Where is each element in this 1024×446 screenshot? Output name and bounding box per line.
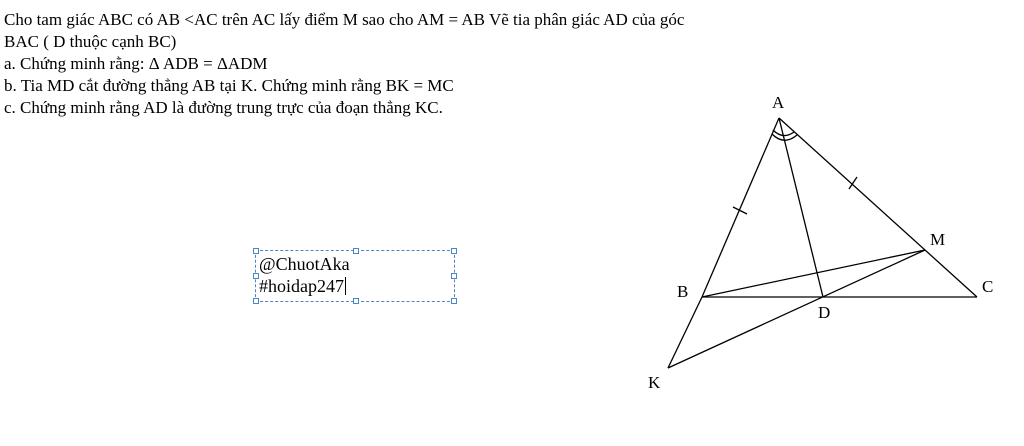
segment-BK <box>668 297 702 368</box>
problem-part-a: a. Chứng minh rằng: Δ ADB = ΔADM <box>4 54 268 73</box>
segment-AD <box>779 118 823 297</box>
watermark-tag-text: #hoidap247 <box>259 276 344 296</box>
label-D: D <box>818 303 831 322</box>
problem-line-2: BAC ( D thuộc cạnh BC) <box>4 32 177 51</box>
watermark-author: @ChuotAka <box>259 254 350 274</box>
label-K: K <box>648 373 661 392</box>
label-C: C <box>982 277 994 296</box>
problem-part-c: c. Chứng minh rằng AD là đường trung trực của đoạn thẳng KC. <box>4 98 443 117</box>
problem-part-b: b. Tia MD cắt đường thẳng AB tại K. Chứng minh rằng BK = MC <box>4 76 454 95</box>
label-M: M <box>930 230 946 249</box>
label-B: B <box>677 282 689 301</box>
segment-AC <box>779 118 977 297</box>
label-A: A <box>772 93 785 112</box>
segment-AB <box>702 118 779 297</box>
segment-KM <box>668 250 925 368</box>
problem-line-1: Cho tam giác ABC có AB <AC trên AC lấy điểm M sao cho AM = AB Vẽ tia phân giác AD của góc <box>4 10 685 29</box>
